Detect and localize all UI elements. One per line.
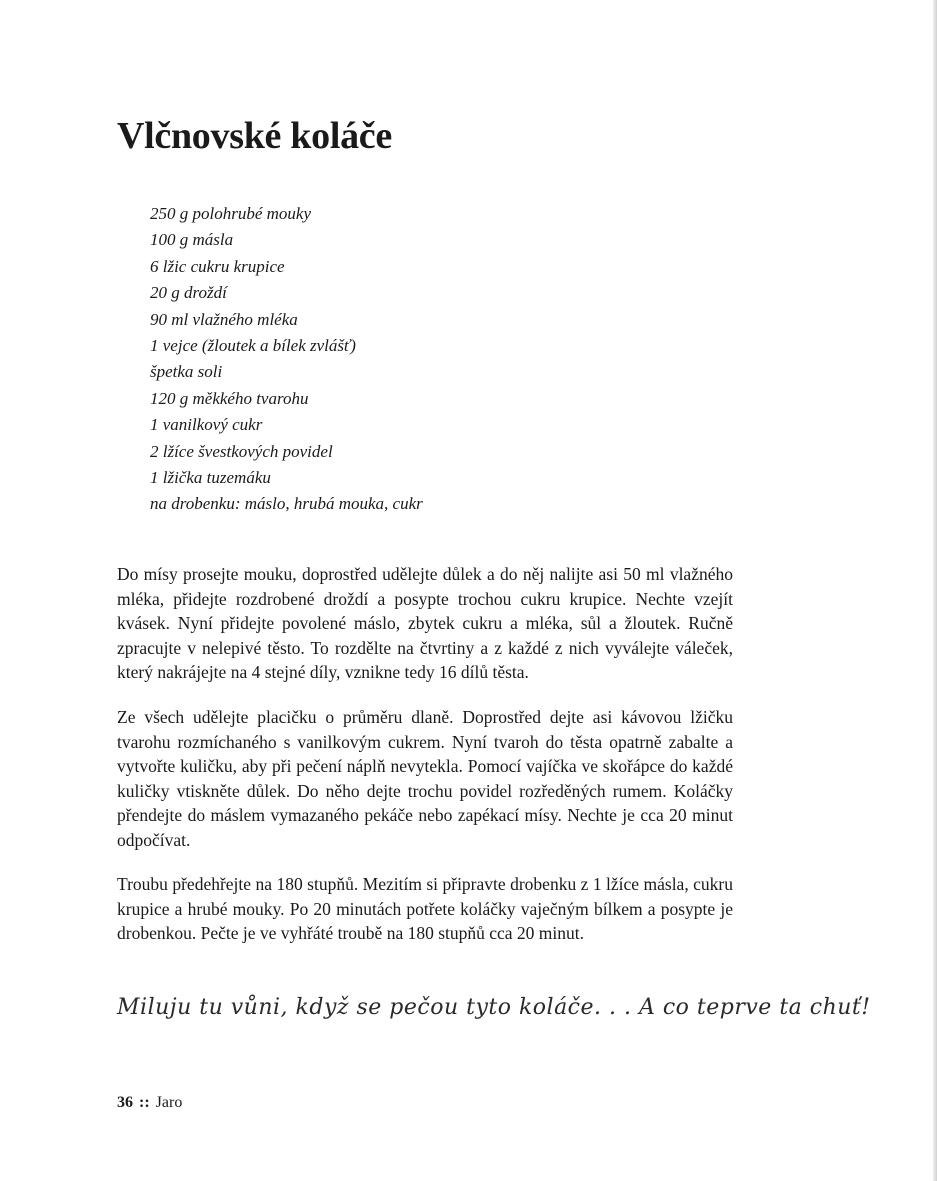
ingredient-item: 1 vanilkový cukr	[150, 415, 263, 435]
ingredient-item: 1 vejce (žloutek a bílek zvlášť)	[150, 336, 356, 356]
ingredient-item: 20 g droždí	[150, 283, 227, 303]
instructions-step-1	[117, 562, 733, 685]
page-edge	[933, 0, 937, 1181]
section-name: Jaro	[155, 1094, 183, 1111]
ingredient-item: špetka soli	[150, 362, 223, 382]
recipe-title: Vlčnovské koláče	[117, 115, 392, 157]
instructions-step-2	[117, 705, 733, 853]
instruction-paragraph: Troubu předehřejte na 180 stupňů. Mezitím si připravte drobenku z 1 lžíce másla, cukru krupice a hrubé mouky. Po 20 minutách potřete koláčky vaječným bílkem a posypte je drobenkou. Pečte je ve vyhřáté troubě na 180 stupňů cca 20 minut.	[117, 874, 733, 944]
ingredient-item: 90 ml vlažného mléka	[150, 309, 298, 329]
page-number: 36	[117, 1094, 133, 1111]
ingredient-item: 2 lžíce švestkových povidel	[150, 441, 333, 461]
ingredient-item: 250 g polohrubé mouky	[150, 204, 312, 223]
instructions-step-3	[117, 872, 733, 946]
ingredient-item: 100 g másla	[150, 230, 234, 250]
ingredient-list	[150, 201, 423, 518]
ingredient-item: 120 g měkkého tvarohu	[150, 388, 309, 408]
page-footer	[117, 1092, 182, 1114]
handwritten-quote: Miluju tu vůni, když se pečou tyto koláče. . . A co teprve ta chuť!	[117, 995, 871, 1020]
ingredient-item: na drobenku: máslo, hrubá mouka, cukr	[150, 494, 423, 514]
ingredient-item: 6 lžic cukru krupice	[150, 256, 285, 276]
instruction-paragraph: Do mísy prosejte mouku, doprostřed udělejte důlek a do něj nalijte asi 50 ml vlažného mléka, přidejte rozdrobené droždí a posypte trochou cukru krupice. Nechte vzejít kvásek. Nyní přidejte povolené máslo, zbytek cukru a mléka, sůl a žloutek. Ručně zpracujte v nelepivé těsto. To rozdělte na čtvrtiny a z každé z nich vyválejte váleček, který nakrájejte na 4 stejné díly, vznikne tedy 16 dílů těsta.	[117, 564, 733, 683]
ingredient-item: 1 lžička tuzemáku	[150, 468, 271, 488]
footer-separator: ::	[139, 1094, 150, 1111]
instruction-paragraph: Ze všech udělejte placičku o průměru dlaně. Doprostřed dejte asi kávovou lžičku tvarohu rozmíchaného s vanilkovým cukrem. Nyní tvaroh do těsta opatrně zabalte a vytvořte kuličku, aby při pečení náplň nevytekla. Pomocí vajíčka ve skořápce do každé kuličky vtiskněte důlek. Do něho dejte trochu povidel rozředěných rumem. Koláčky přendejte do máslem vymazaného pekáče nebo zapékací mísy. Nechte je cca 20 minut odpočívat.	[117, 707, 733, 850]
